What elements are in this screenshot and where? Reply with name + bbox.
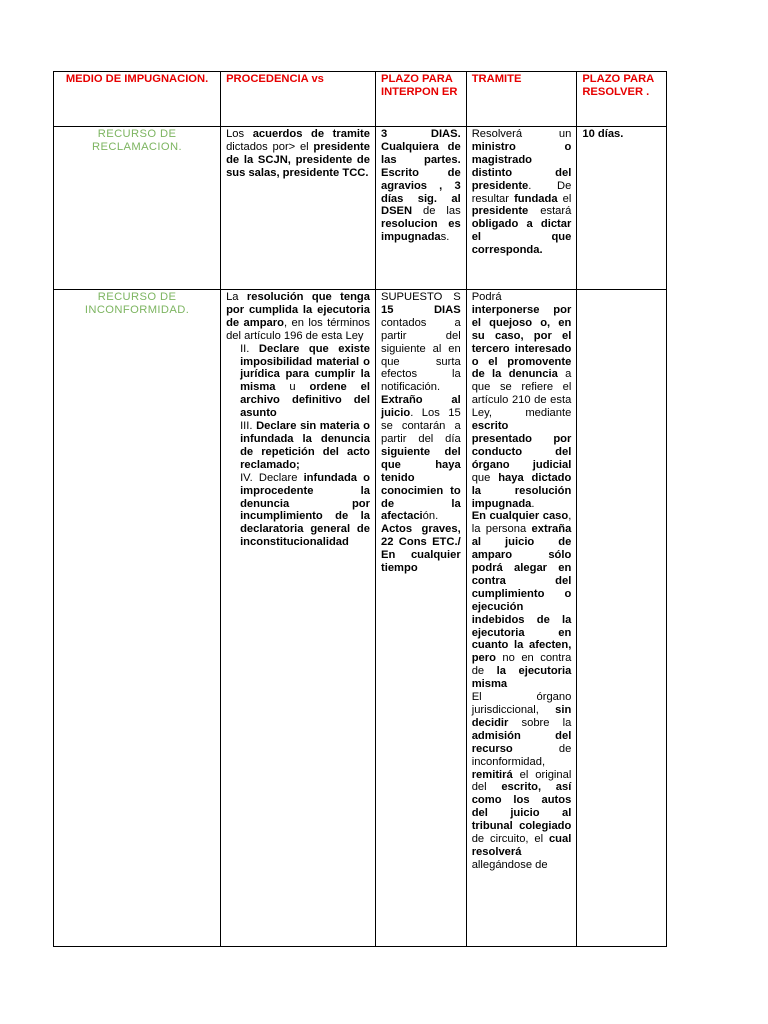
- header-plazo-interponer: PLAZO PARA INTERPON ER: [375, 72, 466, 127]
- text-run: no en contra de: [471, 652, 572, 678]
- bold-text-run: haya dictado la resolución impugnada: [471, 471, 572, 510]
- text-run: de inconformidad,: [471, 742, 572, 768]
- bold-text-run: escrito, así como los autos del juicio al tribunal colegiado: [471, 781, 572, 833]
- bold-text-run: interponerse por el quejoso o, en su caso, por el tercero interesado o el promovente de la denuncia: [471, 303, 572, 381]
- bold-text-run: extraña al juicio de amparo sólo podrá alegar en contra del cumplimiento o ejecución indebidos de la ejecutoria en cuanto la afecten, pero: [471, 523, 572, 665]
- header-medio: MEDIO DE IMPUGNACION.: [54, 72, 221, 127]
- text-run: a que se refiere el artículo 210 de esta Ley, mediante: [471, 368, 572, 420]
- text-run: de circuito, el: [471, 833, 549, 846]
- text-run: , la persona: [471, 510, 572, 536]
- text-run: Los: [226, 128, 253, 140]
- plazo-interponer-cell: [375, 127, 466, 290]
- header-plazo-resolver: PLAZO PARA RESOLVER .: [577, 72, 667, 127]
- procedencia-cell: [221, 290, 376, 947]
- bold-text-run: resolución que tenga por cumplida la ejecutoria de amparo: [226, 291, 370, 329]
- impugnation-table: [53, 71, 667, 947]
- text-run: .: [531, 497, 535, 510]
- bold-text-run: ordene el archivo definitivo del asunto: [240, 381, 370, 420]
- header-procedencia: PROCEDENCIA vs: [221, 72, 376, 127]
- paragraph: [472, 510, 572, 691]
- bold-text-run: 3 DIAS. Cualquiera de las partes. Escrito de agravios , 3 días sig. al DSEN: [380, 128, 461, 218]
- text-run: sobre la: [508, 716, 572, 729]
- text-run: La: [226, 291, 247, 303]
- bold-text-run: infundada o improcedente la denuncia por incumplimiento de la declaratoria general de inconstitucionalidad: [240, 471, 370, 549]
- bold-text-run: 15 DIAS: [380, 303, 461, 316]
- text-run: s.: [440, 231, 450, 244]
- plazo-resolver-cell: [577, 290, 667, 947]
- text-run: Resolverá un: [471, 128, 572, 140]
- text-run: que: [471, 471, 499, 484]
- text-run: estará: [528, 205, 572, 218]
- text-run: , en los términos del artículo 196 de esta Ley: [226, 316, 370, 342]
- bold-text-run: Actos graves, 22 Cons ETC./ En cualquier tiempo: [380, 523, 461, 575]
- table-row: [54, 127, 667, 290]
- text-run: el: [557, 192, 572, 205]
- bold-text-run: presidente de la SCJN, presidente de sus salas, presidente TCC.: [226, 140, 370, 179]
- bold-text-run: escrito presentado por conducto del órgano judicial: [471, 420, 572, 471]
- paragraph: [226, 291, 370, 343]
- text-run: u: [275, 381, 310, 394]
- table-row: [54, 290, 667, 947]
- bold-text-run: Declare sin materia o infundada la denuncia de repetición del acto reclamado;: [240, 420, 370, 471]
- medio-cell: RECURSO DE INCONFORMIDAD.: [54, 290, 221, 947]
- text-run: II.: [240, 342, 259, 355]
- text-run: III.: [240, 420, 257, 433]
- text-run: El órgano jurisdiccional,: [471, 691, 572, 716]
- text-run: . Los 15 se contarán a partir del día: [380, 407, 461, 445]
- text-run: Podrá: [471, 291, 502, 303]
- table-header-row: [54, 72, 667, 127]
- bold-text-run: remitirá: [471, 768, 513, 781]
- bold-text-run: siguiente del que haya tenido conocimien to de la afectaci: [380, 445, 461, 523]
- bold-text-run: En cualquier caso: [471, 510, 569, 523]
- text-run: de las: [412, 205, 461, 218]
- plazo-interponer-cell: [375, 290, 466, 947]
- text-run: allegándose de: [471, 858, 548, 871]
- paragraph: [226, 420, 370, 472]
- bold-text-run: presidente: [471, 205, 529, 218]
- paragraph: [226, 343, 370, 420]
- header-tramite: TRAMITE: [466, 72, 577, 127]
- text-run: ón.: [422, 510, 439, 523]
- plazo-resolver-cell: 10 días.: [577, 127, 667, 290]
- bold-text-run: resolucion es impugnada: [380, 218, 461, 244]
- tramite-cell: [466, 127, 577, 290]
- text-run: contados a partir del siguiente al en que surta efectos la notificación.: [380, 316, 461, 394]
- tramite-cell: [466, 290, 577, 947]
- bold-text-run: Extraño al juicio: [380, 394, 461, 420]
- bold-text-run: fundada: [514, 192, 558, 205]
- paragraph: [472, 691, 572, 872]
- paragraph: [226, 472, 370, 549]
- paragraph: [472, 291, 572, 510]
- bold-text-run: ministro o magistrado distinto del presidente: [471, 140, 572, 192]
- text-run: SUPUESTO S: [380, 291, 461, 303]
- bold-text-run: admisión del recurso: [471, 729, 572, 755]
- medio-cell: RECURSO DE RECLAMACION.: [54, 127, 221, 290]
- bold-text-run: cual resolverá: [471, 833, 572, 858]
- bold-text-run: la ejecutoria misma: [471, 665, 572, 691]
- bold-text-run: sin decidir: [471, 704, 572, 729]
- bold-text-run: Declare que existe imposibilidad material o jurídica para cumplir la misma: [240, 342, 370, 394]
- bold-text-run: obligado a dictar el que corresponda.: [471, 218, 572, 257]
- procedencia-cell: [221, 127, 376, 290]
- text-run: el original del: [471, 768, 572, 794]
- text-run: IV. Declare: [240, 471, 304, 484]
- bold-text-run: acuerdos de tramite: [252, 128, 370, 140]
- text-run: . De resultar: [471, 179, 572, 205]
- text-run: dictados por> el: [226, 140, 314, 153]
